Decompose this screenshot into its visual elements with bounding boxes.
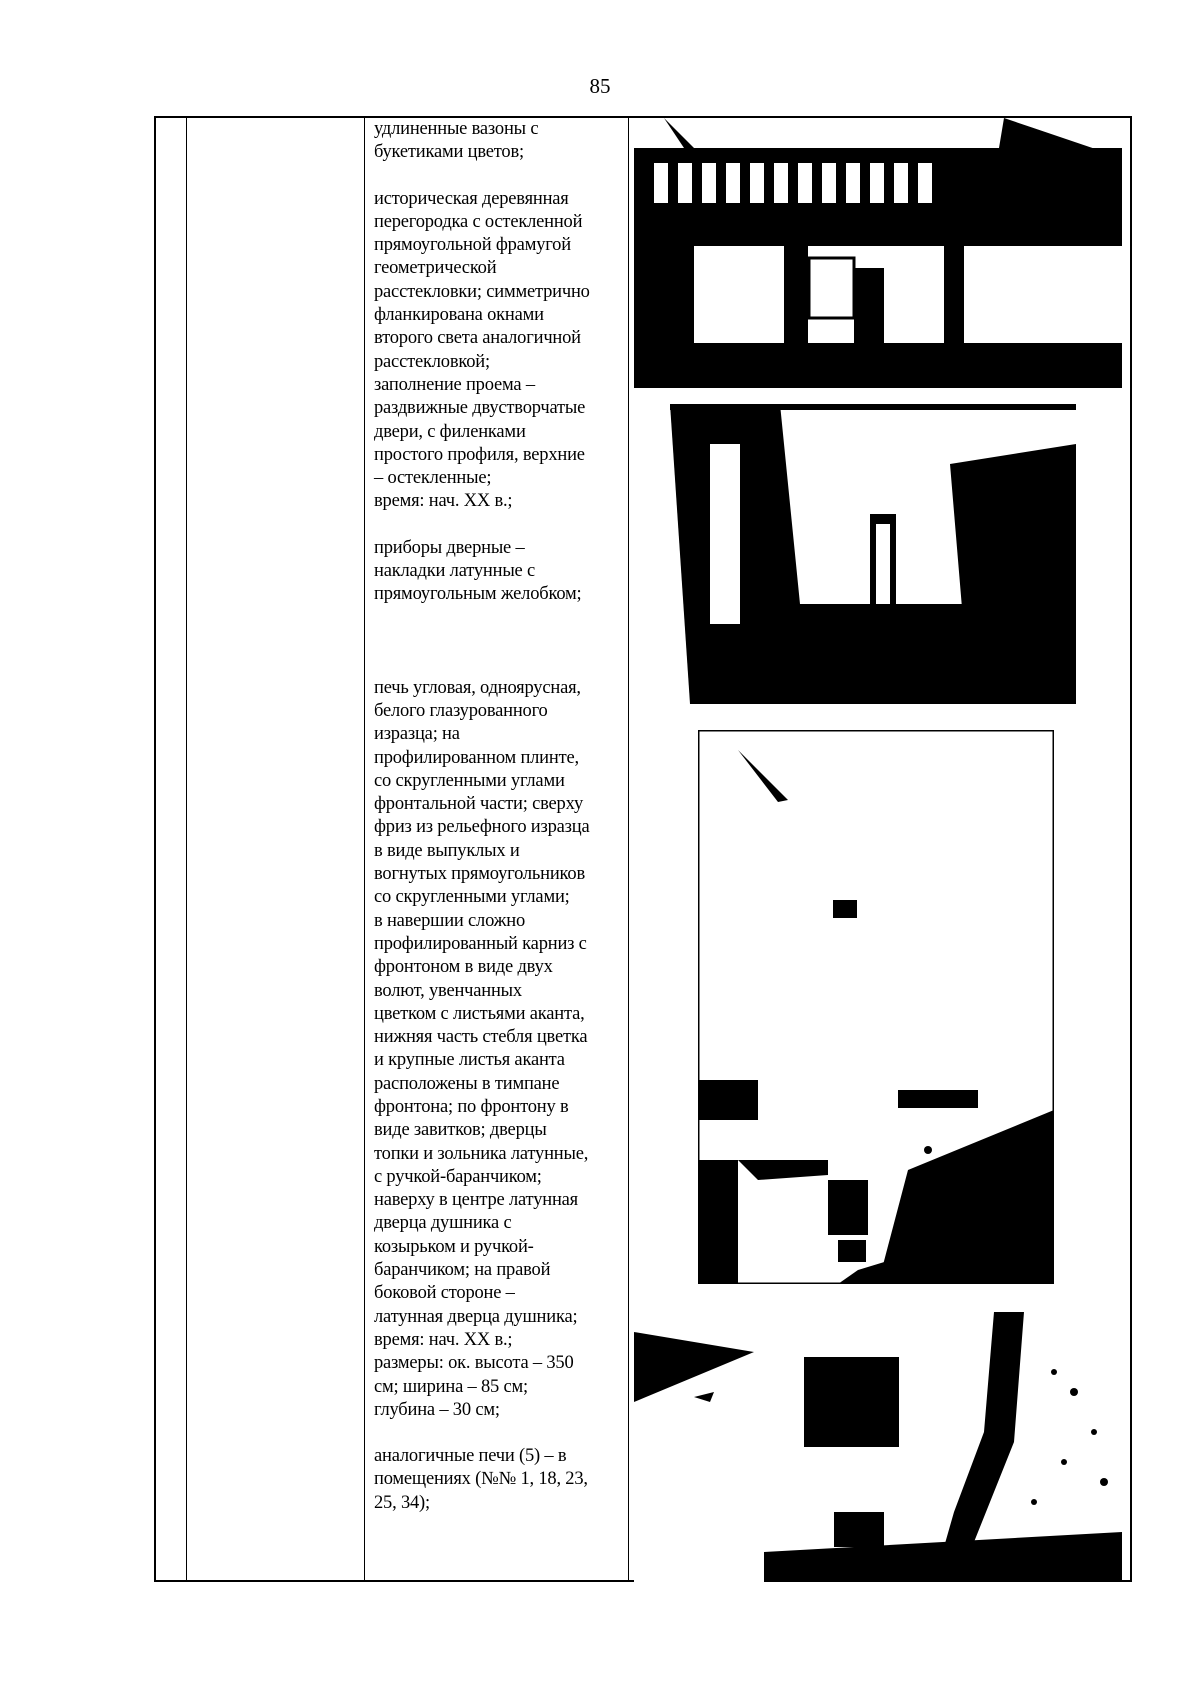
wooden-partition-photo — [634, 118, 1122, 388]
entry-stove: печь угловая, одноярусная, белого глазурованного изразца; на профилированном плинте, со скругленными углами фронтальной части; сверху фриз из рельефного изразца в виде выпуклых и вогнутых прямоугольников со скругленными углами; в навершии сложно профилированный карниз с фронтоном в виде двух волют, увенчанных цветком с листьями аканта, нижняя часть стебля цветка и крупные листья аканта расположены в тимпане фронтона; по фронтону в виде завитков; дверцы топки и зольника латунные, с ручкой-баранчиком; наверху в центре латунная дверца душника с козырьком и ручкой- баранчиком; на правой боковой стороне – латунная дверца душника; время: нач. XX в.; размеры: ок. высота – 350 см; ширина – 85 см; глубина – 30 см; — [374, 677, 590, 1420]
entry-partition: историческая деревянная перегородка с остекленной прямоугольной фрамугой геометрической расстекловки; симметрично фланкирована окнами второго света аналогичной расстекловкой; заполнение проема – раздвижные двустворчатые двери, с филенками простого профиля, верхние – остекленные; время: нач. XX в.; — [374, 188, 590, 512]
inventory-table — [154, 116, 1132, 1582]
door-hardware-photo — [670, 404, 1076, 704]
column-divider — [628, 118, 629, 1580]
column-divider — [364, 118, 365, 1580]
stove-detail-photo — [634, 1312, 1122, 1582]
entry-vases: удлиненные вазоны с букетиками цветов; — [374, 119, 539, 163]
page-number: 85 — [589, 74, 611, 98]
description-column — [374, 118, 622, 1515]
column-divider — [186, 118, 187, 1580]
entry-door-hardware: приборы дверные – накладки латунные с прямоугольным желобком; — [374, 537, 582, 605]
tiled-stove-photo — [698, 730, 1054, 1284]
entry-similar-stoves: аналогичные печи (5) – в помещениях (№№ 1, 18, 23, 25, 34); — [374, 1446, 588, 1513]
